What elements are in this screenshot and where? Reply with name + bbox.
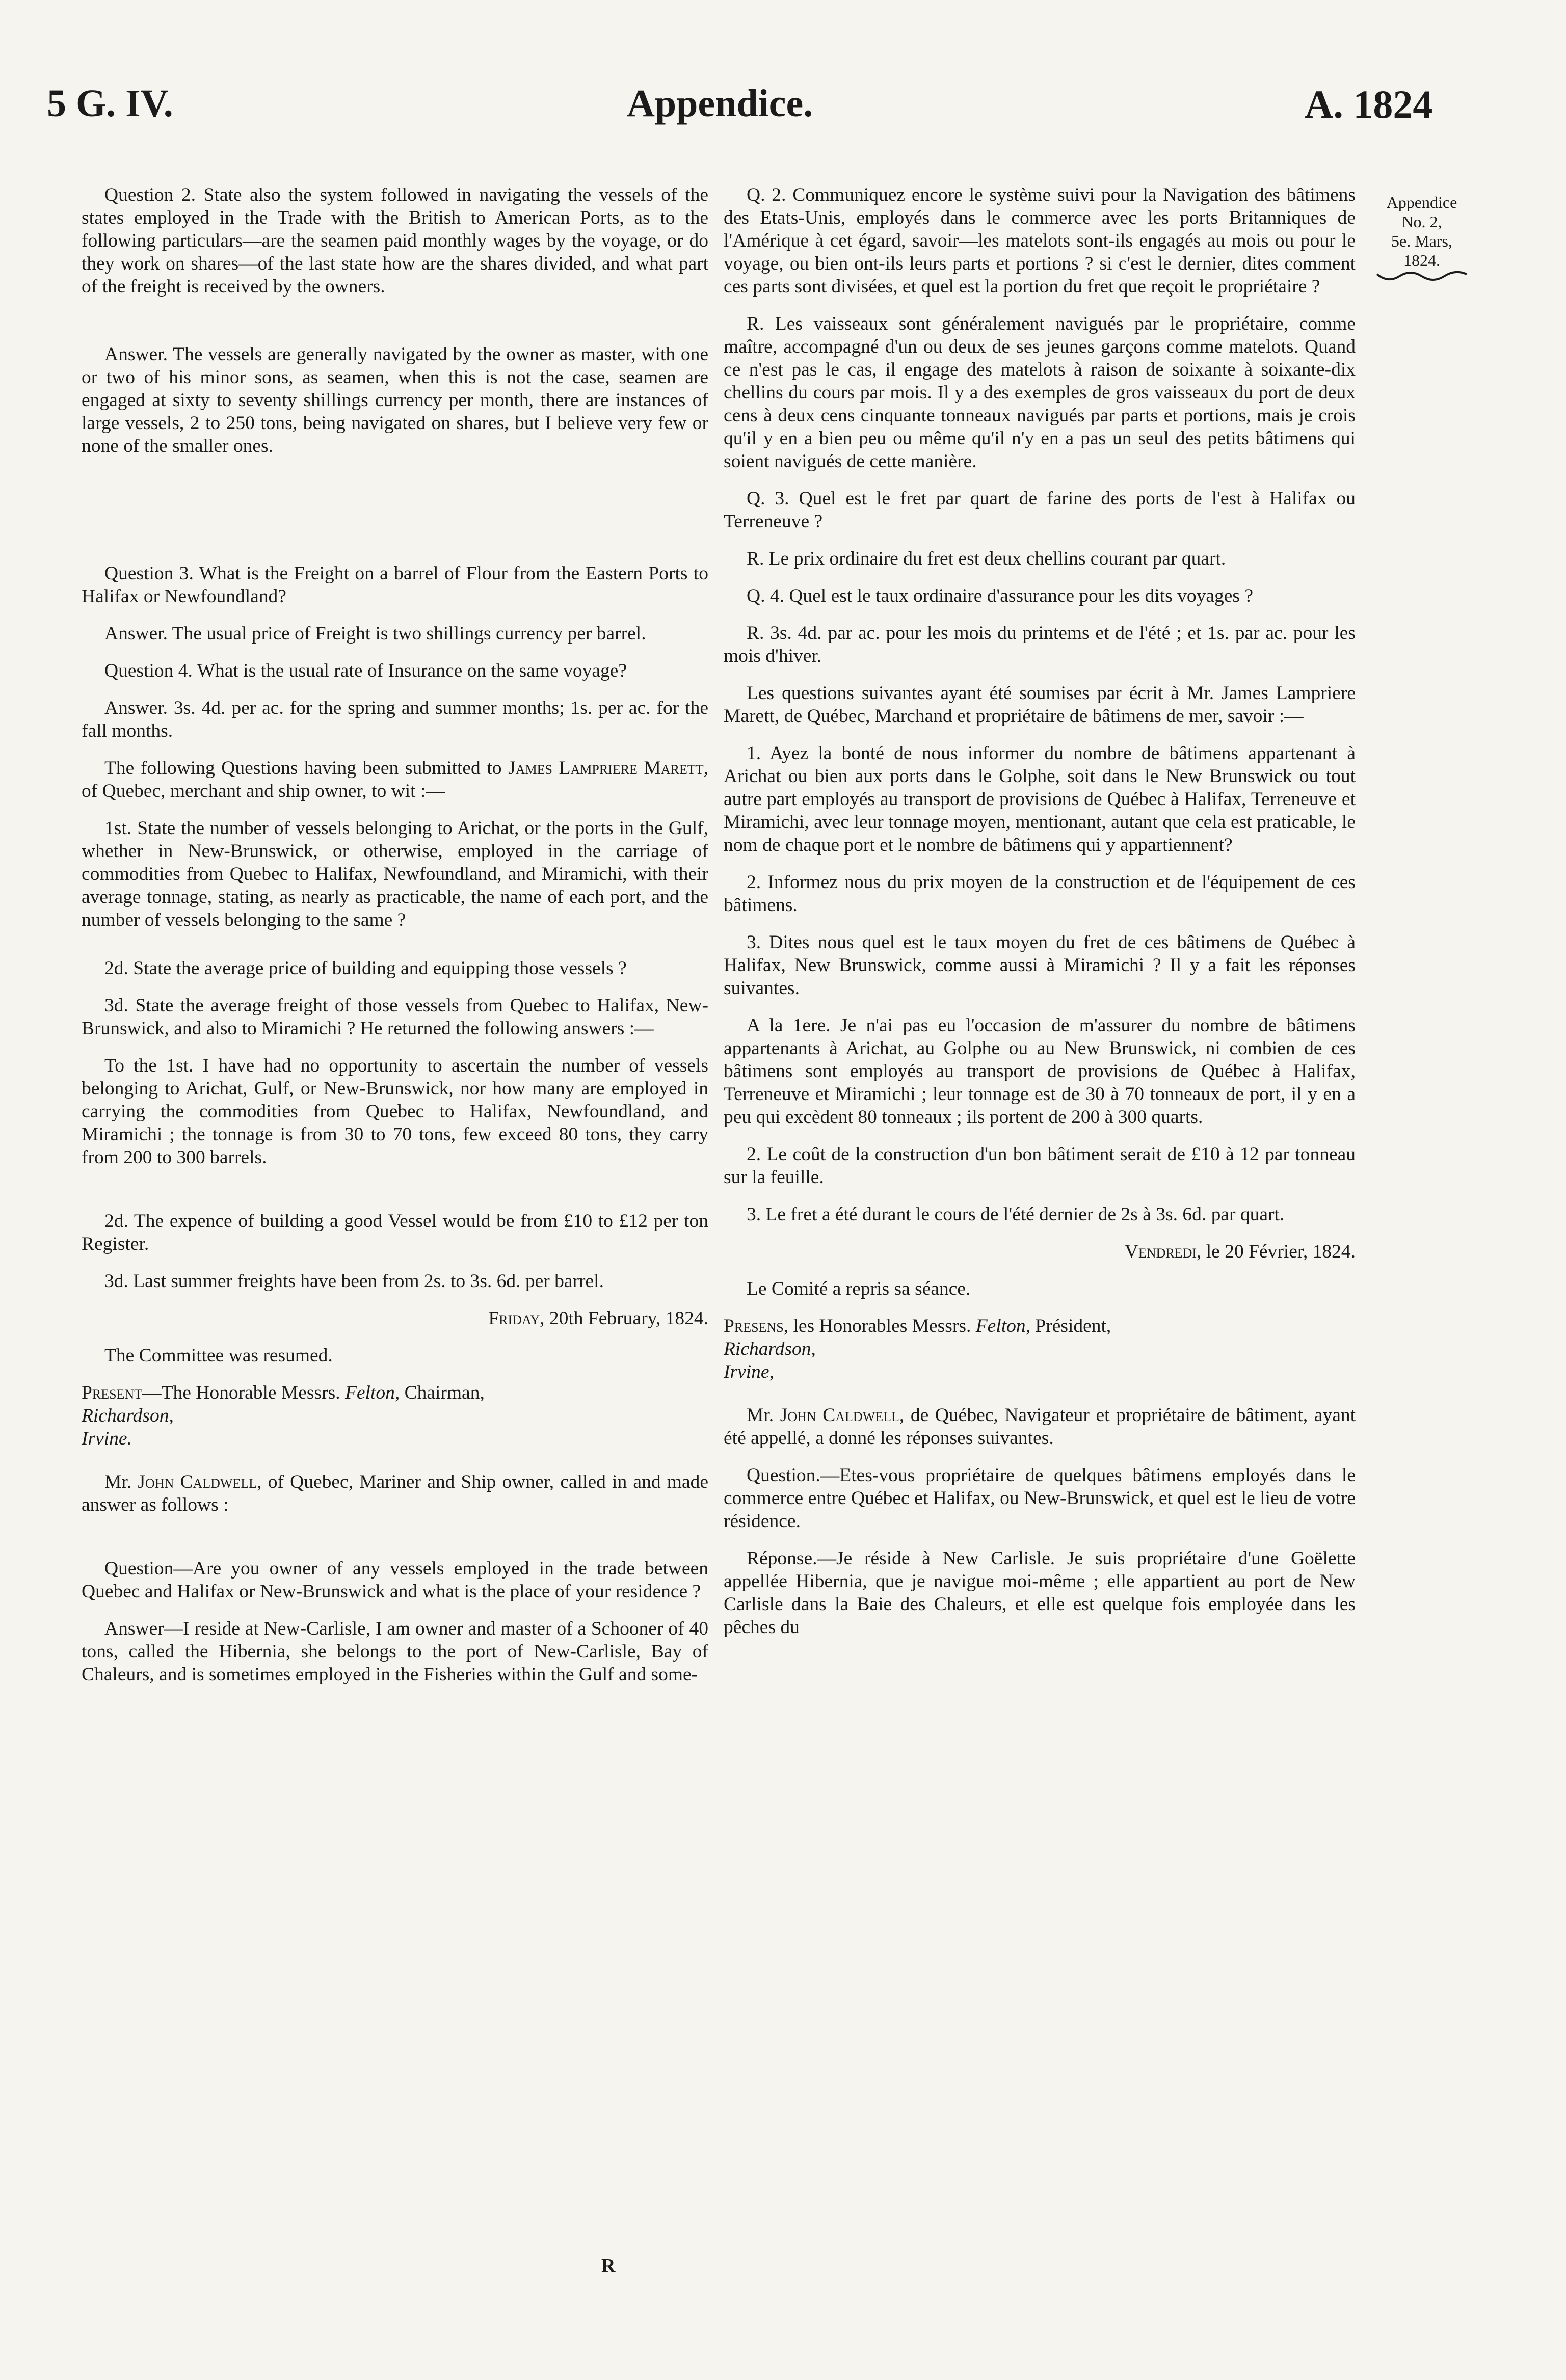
fr-answer-item-2: 2. Le coût de la construction d'un bon bâtiment serait de £10 à 12 par tonneau sur la feuille.: [724, 1144, 1356, 1188]
en-question-2: Question 2. State also the system followed in navigating the vessels of the states employed in the Trade with the British to American Ports, as to the following particulars—are the seamen paid monthly wages by the voyage, or do they work on shares—of the last state how are the shares divided, and what part of the freight is received by the owners.: [82, 184, 708, 297]
fr-item-1: 1. Ayez la bonté de nous informer du nombre de bâtimens appartenant à Arichat ou bien aux ports dans le Golphe, soit dans le New Brunswick ou tout autre part employés au transport de provisions de Québec à Halifax, Terreneuve et Miramichi, avec leur tonnage moyen, mentionant, autant que cela est praticable, le nom de chaque port et le nombre de bâtimens qui y appartiennent?: [724, 743, 1356, 855]
en-answer-residence: Answer—I reside at New-Carlisle, I am owner and master of a Schooner of 40 tons, called the Hibernia, she belongs to the port of New-Carlisle, Bay of Chaleurs, and is sometimes employed in the Fisheries within the Gulf and some-: [82, 1618, 708, 1685]
en-answer-2: Answer. The vessels are generally navigated by the owner as master, with one or two of his minor sons, as seamen, when this is not the case, seamen are engaged at sixty to seventy shillings currency per month, there are instances of large vessels, 2 to 250 tons, being navigated on shares, but I believe very few or none of the smaller ones.: [82, 344, 708, 457]
fr-answer-item-1: A la 1ere. Je n'ai pas eu l'occasion de m'assurer du nombre de bâtimens appartenants à Arichat, au Golphe ou au New Brunswick, ni combien de ces bâtimens sont employés au transport de provisions de Québec à Halifax, Terreneuve et Miramichi ; leur tonnage est de 30 à 70 tonneaux de port, il y en a peu qui excèdent 80 tonneaux ; ils portent de 200 à 300 quarts.: [724, 1015, 1356, 1128]
en-answer-item-1: To the 1st. I have had no opportunity to ascertain the number of vessels belonging to Arichat, Gulf, or New-Brunswick, nor how many are employed in carrying the commodities from Quebec to Halifax, Newfoundland, and Miramichi ; the tonnage is from 30 to 70 tons, few exceed 80 tons, they carry from 200 to 300 barrels.: [82, 1055, 708, 1168]
fr-member-1: Felton,: [975, 1316, 1030, 1336]
signature-mark: R: [601, 2255, 616, 2277]
fr-witness: [724, 1404, 1356, 1450]
fr-question-3: Q. 3. Quel est le fret par quart de farine des ports de l'est à Halifax ou Terreneuve ?: [724, 488, 1356, 532]
en-witness-pre: Mr.: [104, 1472, 138, 1492]
year-label: A. 1824: [1305, 82, 1433, 126]
en-question-3: Question 3. What is the Freight on a barrel of Flour from the Eastern Ports to Halifax or Newfoundland?: [82, 563, 708, 607]
margin-note-line-3: 5e. Mars,: [1391, 232, 1452, 250]
fr-resumed: Le Comité a repris sa séance.: [747, 1278, 971, 1299]
fr-member-3: Irvine,: [724, 1361, 774, 1382]
fr-answer-item-3: 3. Le fret a été durant le cours de l'été dernier de 2s à 3s. 6d. par quart.: [747, 1204, 1285, 1225]
fr-present-text: , les Honorables Messrs.: [783, 1316, 976, 1336]
en-intro-post: , of Quebec, merchant and ship owner, to wit :—: [82, 758, 709, 801]
en-member-1-role: Chairman,: [400, 1382, 485, 1403]
fr-member-1-role: Président,: [1030, 1316, 1111, 1336]
en-item-3: 3d. State the average freight of those vessels from Quebec to Halifax, New-Brunswick, and also to Miramichi ? He returned the following answers :—: [82, 995, 708, 1039]
french-column: [724, 183, 1356, 1639]
fr-witness-post: , de Québec, Navigateur et propriétaire de bâtiment, ayant été appellé, a donné les réponses suivantes.: [724, 1405, 1356, 1449]
page-header: [0, 82, 1566, 138]
fr-intro: Les questions suivantes ayant été soumises par écrit à Mr. James Lampriere Marett, de Québec, Marchand et propriétaire de bâtimens de mer, savoir :—: [724, 683, 1356, 727]
margin-note-line-2: No. 2,: [1401, 212, 1442, 231]
fr-item-2: 2. Informez nous du prix moyen de la construction et de l'équipement de ces bâtimens.: [724, 872, 1356, 916]
fr-question-2: Q. 2. Communiquez encore le système suivi pour la Navigation des bâtimens des Etats-Unis, employés dans le commerce avec les ports Britanniques de l'Amérique à cet égard, savoir—les matelots sont-ils engagés au mois ou pour le voyage, ou bien ont-ils leurs parts et portions ? si c'est le dernier, dites comment ces parts sont divisées, et quel est la portion du fret que reçoit le propriétaire ?: [724, 184, 1356, 297]
en-present-label: Present: [82, 1382, 143, 1403]
en-member-3: Irvine.: [82, 1428, 132, 1449]
en-answer-4: Answer. 3s. 4d. per ac. for the spring and summer months; 1s. per ac. for the fall months.: [82, 698, 708, 741]
fr-answer-3: R. Le prix ordinaire du fret est deux chellins courant par quart.: [747, 548, 1226, 569]
fr-answer-4: R. 3s. 4d. par ac. pour les mois du printems et de l'été ; et 1s. par ac. pour les mois d'hiver.: [724, 623, 1356, 666]
session-label: 5 G. IV.: [47, 82, 173, 125]
en-intro-pre: The following Questions having been submitted to: [104, 758, 509, 779]
en-answer-item-3: 3d. Last summer freights have been from 2s. to 3s. 6d. per barrel.: [104, 1271, 604, 1292]
en-resumed: The Committee was resumed.: [104, 1345, 333, 1366]
fr-question-residence: Question.—Etes-vous propriétaire de quelques bâtimens employés dans le commerce entre Québec et Halifax, ou New-Brunswick, et quel est le lieu de votre résidence.: [724, 1465, 1356, 1532]
margin-note-line-1: Appendice: [1386, 193, 1457, 211]
fr-witness-pre: Mr.: [747, 1405, 780, 1426]
en-present-text: —The Honorable Messrs.: [142, 1382, 345, 1403]
fr-item-3: 3. Dites nous quel est le taux moyen du fret de ces bâtimens de Québec à Halifax, New Brunswick, comme aussi à Miramichi ? Il y a fait les réponses suivantes.: [724, 932, 1356, 999]
fr-date-rest: , le 20 Février, 1824.: [1197, 1241, 1356, 1262]
margin-note-line-4: 1824.: [1403, 251, 1440, 270]
fr-question-4: Q. 4. Quel est le taux ordinaire d'assurance pour les dits voyages ?: [747, 585, 1253, 606]
en-witness-post: , of Quebec, Mariner and Ship owner, called in and made answer as follows :: [82, 1472, 708, 1515]
en-date-line: [82, 1307, 708, 1330]
en-item-2: 2d. State the average price of building and equipping those vessels ?: [104, 958, 627, 979]
en-intro: [82, 757, 708, 803]
en-member-2: Richardson,: [82, 1405, 174, 1426]
fr-member-2: Richardson,: [724, 1339, 816, 1359]
en-answer-3: Answer. The usual price of Freight is two shillings currency per barrel.: [104, 623, 646, 644]
en-present-line: [82, 1381, 708, 1404]
fr-present-line: [724, 1315, 1356, 1338]
wave-ornament-icon: [1376, 271, 1468, 282]
en-date-day: Friday: [488, 1308, 540, 1329]
en-item-1: 1st. State the number of vessels belonging to Arichat, or the ports in the Gulf, whether in New-Brunswick, or otherwise, employed in the carriage of commodities from Quebec to Halifax, Newfoundland, and Miramichi, with their average tonnage, stating, as nearly as practicable, the name of each port, and the number of vessels belonging to the same ?: [82, 818, 708, 930]
en-date-rest: , 20th February, 1824.: [540, 1308, 708, 1329]
en-question-residence: Question—Are you owner of any vessels employed in the trade between Quebec and Halifax or New-Brunswick and what is the place of your residence ?: [82, 1558, 708, 1602]
en-witness-name: John Caldwell: [138, 1472, 257, 1492]
fr-date-line: [724, 1240, 1356, 1263]
en-member-1: Felton,: [344, 1382, 400, 1403]
margin-note: [1363, 193, 1480, 282]
en-witness: [82, 1470, 708, 1516]
fr-answer-2: R. Les vaisseaux sont généralement navigués par le propriétaire, comme maître, accompagné d'un ou deux de ses jeunes garçons comme matelots. Quand ce n'est pas le cas, il engage des matelots à raison de soixante à soixante-dix chellins du cours par mois. Il y a des exemples de gros vaisseaux du port de deux cens à deux cens cinquante tonneaux navigués par parts et portions, mais je crois qu'il y en a bien peu ou même qu'il n'y en a pas un seul des petits bâtimens qui soient navigués de cette manière.: [724, 313, 1356, 472]
en-answer-item-2: 2d. The expence of building a good Vessel would be from £10 to £12 per ton Register.: [82, 1211, 708, 1254]
en-question-4: Question 4. What is the usual rate of Insurance on the same voyage?: [104, 660, 627, 681]
page-title: Appendice.: [627, 82, 813, 125]
fr-date-day: Vendredi: [1124, 1241, 1197, 1262]
en-intro-name: James Lampriere Marett: [508, 758, 704, 779]
fr-witness-name: John Caldwell: [780, 1405, 899, 1426]
english-column: [82, 183, 708, 1686]
fr-answer-residence: Réponse.—Je réside à New Carlisle. Je suis propriétaire d'une Goëlette appellée Hibernia, que je navigue moi-même ; elle appartient au port de New Carlisle dans la Baie des Chaleurs, et elle est quelque fois employée dans les pêches du: [724, 1548, 1356, 1638]
fr-present-label: Presens: [724, 1316, 784, 1336]
